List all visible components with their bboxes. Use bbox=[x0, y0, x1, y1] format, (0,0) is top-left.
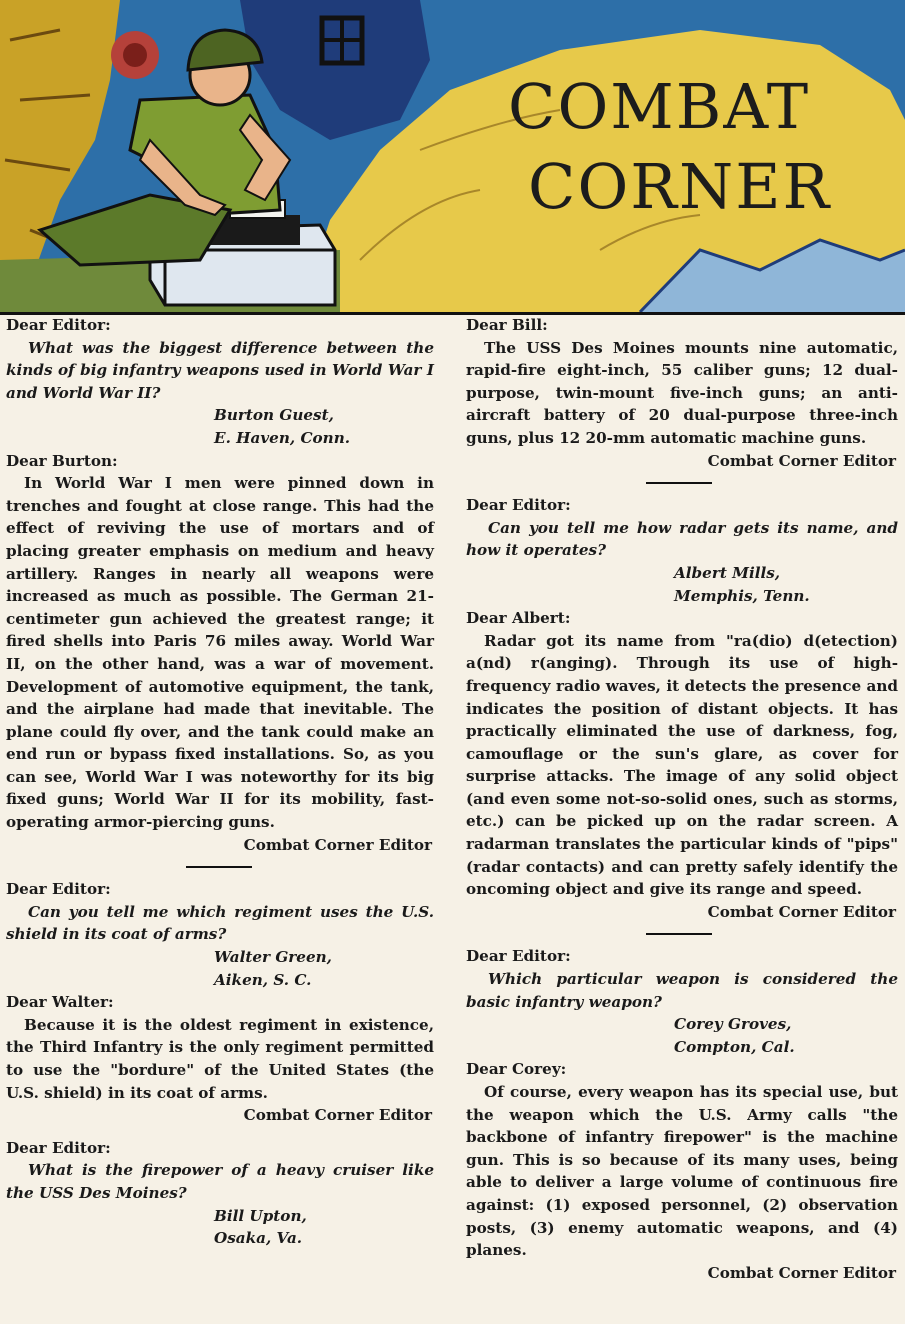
answer-text: Radar got its name from "ra(dio) d(etection) a(nd) r(anging). Through its use of high-frequency radio waves, it detects the presence and indicates the position of distant objects. It has practically eliminated the use of darkness, fog, camouflage or the sun's glare, as cover for surprise attacks. The image of any solid object (and even some not-so-solid ones, such as storms, etc.) can be picked up on the radar screen. A radarman translates the particular kinds of "pips" (radar contacts) and can pretty safely identify the oncoming object and give its range and speed. bbox=[466, 631, 898, 899]
signature-place: Osaka, Va. bbox=[214, 1229, 303, 1248]
answer-text: Of course, every weapon has its special use, but the weapon which the U.S. Army calls "the backbone of infantry firepower" is the machine gun. This is so because of its many uses, being able to deliver a large volume of continuous fire against: (1) exposed personnel, (2) observation posts, (3) enemy automatic weapons, and (4) planes. bbox=[466, 1083, 898, 1260]
signature-name: Corey Groves, bbox=[674, 1015, 792, 1034]
signature-place: Memphis, Tenn. bbox=[674, 586, 810, 605]
salutation: Dear Editor: bbox=[466, 947, 571, 966]
salutation: Dear Editor: bbox=[6, 1138, 111, 1157]
reply-salutation: Dear Corey: bbox=[466, 1060, 567, 1079]
salutation: Dear Editor: bbox=[466, 496, 571, 515]
banner-title-line2: CORNER bbox=[528, 150, 832, 223]
letter-3 bbox=[6, 1137, 434, 1250]
question-text: Which particular weapon is considered the basic infantry weapon? bbox=[466, 970, 898, 1011]
answer-text: The USS Des Moines mounts nine automatic, rapid-fire eight-inch, 55 caliber guns; 12 dual-purpose, twin-mount five-inch guns; an anti-aircraft battery of 20 dual-purpose three-inch guns, plus 12 20-mm automatic machine guns. bbox=[466, 338, 898, 447]
signature-name: Walter Green, bbox=[214, 948, 332, 967]
signature-name: Burton Guest, bbox=[214, 406, 334, 425]
right-column bbox=[466, 314, 898, 1284]
signature-name: Bill Upton, bbox=[214, 1206, 307, 1225]
salutation: Dear Editor: bbox=[6, 880, 111, 899]
answer-text: Because it is the oldest regiment in existence, the Third Infantry is the only regiment permitted to use the "bordure" of the United States (the U.S. shield) in its coat of arms. bbox=[6, 1015, 434, 1102]
signature-place: Aiken, S. C. bbox=[214, 970, 312, 989]
reply-bill bbox=[466, 314, 898, 472]
editor-signature: Combat Corner Editor bbox=[707, 902, 896, 921]
letter-2 bbox=[6, 878, 434, 1127]
reply-salutation: Dear Walter: bbox=[6, 993, 114, 1012]
question-text: Can you tell me which regiment uses the U.S. shield in its coat of arms? bbox=[6, 902, 434, 944]
question-text: What is the firepower of a heavy cruiser like the USS Des Moines? bbox=[6, 1161, 434, 1202]
signature-place: E. Haven, Conn. bbox=[214, 428, 351, 447]
reply-salutation: Dear Albert: bbox=[466, 609, 571, 628]
question-text: What was the biggest difference between the kinds of big infantry weapons used in World War I and World War II? bbox=[6, 338, 434, 402]
salutation: Dear Editor: bbox=[6, 316, 111, 334]
editor-signature: Combat Corner Editor bbox=[243, 1106, 432, 1125]
editor-signature: Combat Corner Editor bbox=[243, 835, 432, 854]
reply-salutation: Dear Bill: bbox=[466, 316, 548, 334]
letter-5 bbox=[466, 945, 898, 1284]
answer-text: In World War I men were pinned down in trenches and fought at close range. This had the effect of reviving the use of mortars and of placing greater emphasis on medium and heavy artillery. Ranges in nearly all weapons were increased as much as possible. The German 21-centimeter gun achieved the greatest range; it fired shells into Paris 76 miles away. World War II, on the other hand, was a war of movement. Development of automotive equipment, the tank, and the airplane had made that inevitable. The plane could fly over, and the tank could make an end run or bypass fixed installations. So, as you can see, World War I was noteworthy for its big fixed guns; World War II for its mobility, fast-operating armor-piercing guns. bbox=[6, 474, 434, 832]
divider bbox=[646, 482, 712, 484]
divider bbox=[186, 866, 252, 868]
question-text: Can you tell me how radar gets its name, and how it operates? bbox=[466, 518, 898, 560]
letter-1 bbox=[6, 314, 434, 856]
letter-4 bbox=[466, 494, 898, 923]
signature-place: Compton, Cal. bbox=[674, 1037, 795, 1056]
editor-signature: Combat Corner Editor bbox=[707, 451, 896, 470]
banner-title-line1: COMBAT bbox=[508, 70, 811, 143]
banner-illustration bbox=[0, 0, 905, 315]
signature-name: Albert Mills, bbox=[674, 563, 781, 582]
divider bbox=[646, 933, 712, 935]
editor-signature: Combat Corner Editor bbox=[707, 1263, 896, 1282]
reply-salutation: Dear Burton: bbox=[6, 451, 118, 470]
left-column bbox=[6, 314, 434, 1250]
